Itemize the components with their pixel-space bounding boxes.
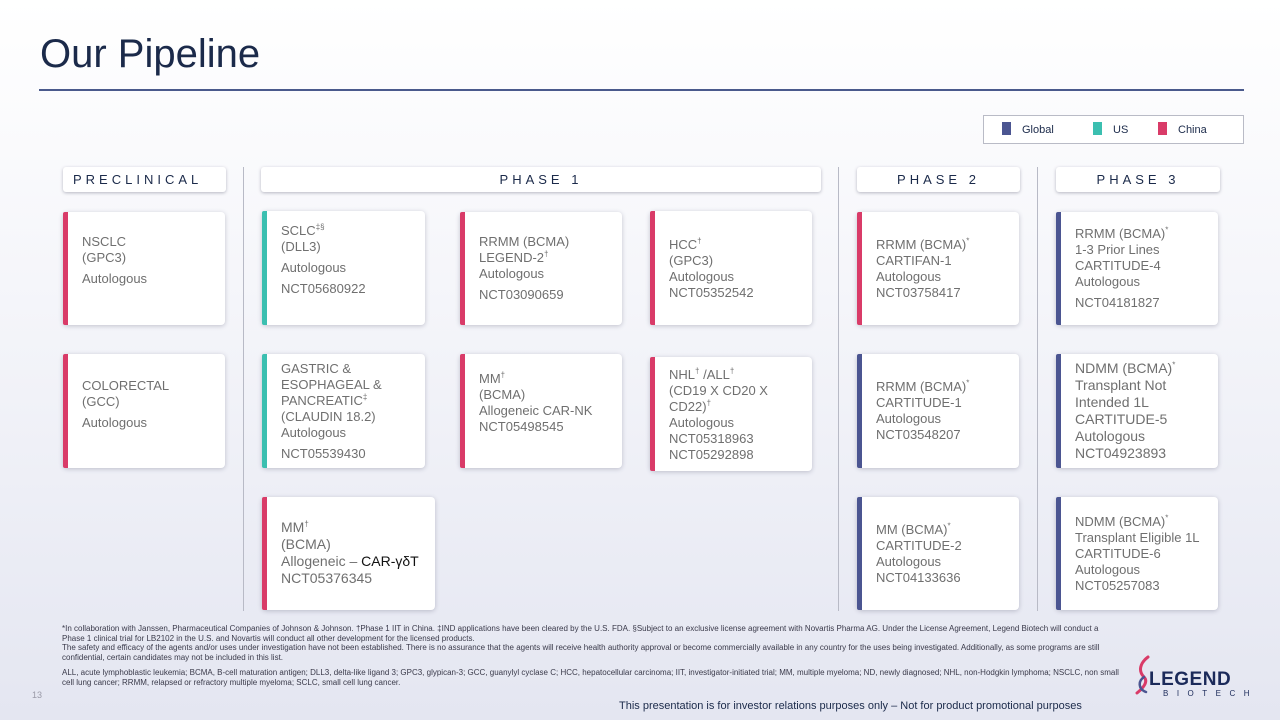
global-region-bar — [1056, 212, 1061, 325]
column-divider — [243, 167, 244, 611]
footnote-mark: † — [697, 236, 702, 246]
trial-name: CARTITUDE-1 — [876, 395, 962, 410]
footnotes — [62, 624, 1122, 687]
footnote-mark: † — [544, 249, 549, 259]
footnote-safety: The safety and efficacy of the agents and/or uses under investigation have not been established. There is no assurance that the agents will receive health authority approval or become commercially available in any country for the uses being investigated. Additionally, as some programs are still confidential, certain candidates may not be included in this list. — [62, 643, 1100, 662]
program-card-sclc[interactable] — [262, 211, 425, 325]
target: (GPC3) — [82, 250, 127, 265]
modality: Allogeneic CAR-NK — [479, 403, 593, 418]
indication: PANCREATIC‡ — [281, 392, 368, 408]
program-card-gastric[interactable] — [262, 354, 425, 468]
legend-label-china: China — [1178, 124, 1207, 136]
trial-id: NCT05539430 — [281, 446, 366, 461]
modality: Autologous — [82, 271, 148, 286]
trial-name: LEGEND-2† — [479, 249, 549, 265]
column-divider — [1037, 167, 1038, 611]
footnote-mark: * — [966, 378, 970, 388]
card-content — [281, 361, 419, 462]
target: CD22)† — [669, 398, 712, 414]
card-content — [1075, 514, 1212, 594]
footnote-mark: ‡§ — [315, 222, 325, 232]
china-region-bar — [460, 354, 465, 468]
indication: SCLC‡§ — [281, 222, 325, 238]
program-card-cartifan1[interactable] — [857, 212, 1019, 325]
header-preclinical: PRECLINICAL — [63, 167, 226, 192]
modality: Autologous — [1075, 562, 1141, 577]
indication: GASTRIC & — [281, 361, 352, 376]
target: (GPC3) — [669, 253, 714, 268]
trial-id: NCT04181827 — [1075, 295, 1160, 310]
trial-name: CARTITUDE-6 — [1075, 546, 1161, 561]
us-swatch — [1093, 122, 1102, 135]
footnote-mark: † — [500, 370, 506, 380]
card-content — [479, 234, 616, 303]
trial-name: CARTIFAN-1 — [876, 253, 952, 268]
program-card-legend2[interactable] — [460, 212, 622, 325]
footnote-mark: * — [1172, 360, 1176, 370]
footnote-mark: * — [1165, 513, 1169, 523]
target: (BCMA) — [281, 536, 331, 552]
trial-id: NCT05680922 — [281, 281, 366, 296]
slide-title: Our Pipeline — [40, 32, 261, 76]
target: (CD19 X CD20 X — [669, 383, 768, 398]
card-content — [876, 379, 1013, 443]
card-content — [876, 522, 1013, 586]
logo-name: LEGEND — [1149, 669, 1232, 690]
program-card-cartitude5[interactable] — [1056, 354, 1218, 468]
header-phase1: PHASE 1 — [261, 167, 821, 192]
program-card-hcc[interactable] — [650, 211, 812, 325]
modality: Autologous — [876, 554, 942, 569]
modality: Autologous — [281, 260, 347, 275]
indication: NDMM (BCMA)* — [1075, 513, 1169, 529]
footnote-abbreviations: ALL, acute lymphoblastic leukemia; BCMA, B-cell maturation antigen; DLL3, delta-like ligand 3; GPC3, glypican-3; GCC, guanylyl cyclase C; HCC, hepatocellular carcinoma; IIT, investigator-initiated trial; MM, multiple myeloma; ND, newly diagnosed; NHL, non-Hodgkin lymphoma; NSCLC, non small cell lung cancer; RRMM, relapsed or refractory multiple myeloma; SCLC, small cell lung cancer. — [62, 668, 1119, 687]
trial-id: NCT05376345 — [281, 570, 373, 586]
indication: COLORECTAL — [82, 378, 170, 393]
global-region-bar — [1056, 354, 1061, 468]
indication: RRMM (BCMA) — [479, 234, 570, 249]
modality: Autologous — [876, 269, 942, 284]
indication: RRMM (BCMA)* — [876, 236, 970, 252]
program-card-nhl[interactable] — [650, 357, 812, 471]
china-region-bar — [857, 212, 862, 325]
legend-label-global: Global — [1022, 124, 1054, 136]
footnote-collaboration: *In collaboration with Janssen, Pharmaceutical Companies of Johnson & Johnson. †Phase 1 IIT in China. ‡IND applications have been cleared by the U.S. FDA. §Subject to an exclusive license agreement with Novartis Pharma AG. Under the License Agreement, Legend Biotech will conduct a Phase 1 clinical trial for LB2102 in the U.S. and Novartis will conduct all other development for the licensed products. — [62, 624, 1099, 643]
program-card-cartitude2[interactable] — [857, 497, 1019, 610]
trial-id: NCT05292898 — [669, 447, 754, 462]
indication: ESOPHAGEAL & — [281, 377, 382, 392]
trial-id: NCT05352542 — [669, 285, 754, 300]
line-of-therapy: Transplant Eligible 1L — [1075, 530, 1200, 545]
card-content — [1075, 360, 1212, 462]
program-card-cartitude4[interactable] — [1056, 212, 1218, 325]
indication: HCC† — [669, 236, 702, 252]
global-region-bar — [857, 354, 862, 468]
indication: MM (BCMA)* — [876, 521, 951, 537]
line-of-therapy: 1-3 Prior Lines — [1075, 242, 1160, 257]
footnote-mark: † — [304, 519, 309, 529]
us-region-bar — [262, 354, 267, 468]
indication: RRMM (BCMA)* — [876, 378, 970, 394]
indication: MM† — [281, 519, 309, 535]
target: (BCMA) — [479, 387, 526, 402]
footnote-mark: † — [695, 366, 700, 376]
trial-id: NCT05257083 — [1075, 578, 1160, 593]
footnote-mark: * — [966, 236, 970, 246]
china-region-bar — [460, 212, 465, 325]
card-content — [281, 519, 429, 587]
modality: Autologous — [669, 269, 735, 284]
card-content — [82, 234, 219, 287]
program-card-colorectal[interactable] — [63, 354, 225, 468]
trial-id: NCT03090659 — [479, 287, 564, 302]
indication: RRMM (BCMA)* — [1075, 225, 1169, 241]
trial-id: NCT03758417 — [876, 285, 961, 300]
trial-name: CARTITUDE-5 — [1075, 411, 1168, 427]
target: (CLAUDIN 18.2) — [281, 409, 376, 424]
trial-id: NCT04133636 — [876, 570, 961, 585]
trial-id: NCT03548207 — [876, 427, 961, 442]
footnote-mark: ‡ — [362, 392, 368, 402]
indication: NHL† /ALL† — [669, 366, 735, 382]
footnote-mark: † — [729, 366, 735, 376]
modality: Autologous — [479, 266, 545, 281]
target: (GCC) — [82, 394, 120, 409]
china-region-bar — [63, 354, 68, 468]
indication: MM† — [479, 370, 506, 386]
global-region-bar — [857, 497, 862, 610]
modality: Allogeneic – CAR-γδT — [281, 553, 419, 569]
global-region-bar — [1056, 497, 1061, 610]
card-content — [669, 367, 806, 463]
target: (DLL3) — [281, 239, 321, 254]
trial-id: NCT04923893 — [1075, 445, 1167, 461]
card-content — [281, 223, 419, 297]
indication: NDMM (BCMA)* — [1075, 360, 1176, 376]
card-content — [479, 371, 616, 435]
china-region-bar — [650, 357, 655, 471]
card-content — [1075, 226, 1212, 311]
legend-label-us: US — [1113, 124, 1129, 136]
program-card-cartitude1[interactable] — [857, 354, 1019, 468]
disclaimer: This presentation is for investor relations purposes only – Not for product promotional purposes — [619, 700, 1082, 712]
global-swatch — [1002, 122, 1011, 135]
card-content — [82, 378, 219, 431]
legend-biotech-logo — [1134, 655, 1259, 700]
trial-name: CARTITUDE-4 — [1075, 258, 1161, 273]
card-content — [669, 237, 806, 301]
program-card-cartitude6[interactable] — [1056, 497, 1218, 610]
indication: NSCLC — [82, 234, 127, 249]
column-divider — [838, 167, 839, 611]
program-card-mm-nk[interactable] — [460, 354, 622, 468]
header-phase2: PHASE 2 — [857, 167, 1020, 192]
modality: Autologous — [82, 415, 148, 430]
trial-id: NCT05318963 — [669, 431, 754, 446]
line-of-therapy: Intended 1L — [1075, 394, 1149, 410]
card-content — [876, 237, 1013, 301]
modality: Autologous — [1075, 428, 1146, 444]
modality: Autologous — [1075, 274, 1141, 289]
china-region-bar — [650, 211, 655, 325]
footnote-mark: * — [947, 521, 951, 531]
china-swatch — [1158, 122, 1167, 135]
header-phase3: PHASE 3 — [1056, 167, 1220, 192]
us-region-bar — [262, 211, 267, 325]
program-card-mm-gdt[interactable] — [262, 497, 435, 610]
china-region-bar — [63, 212, 68, 325]
region-legend — [983, 115, 1244, 144]
title-divider — [39, 89, 1244, 91]
footnote-mark: * — [1165, 225, 1169, 235]
modality: Autologous — [876, 411, 942, 426]
modality: Autologous — [669, 415, 735, 430]
program-card-nsclc[interactable] — [63, 212, 225, 325]
line-of-therapy: Transplant Not — [1075, 377, 1167, 393]
modality: Autologous — [281, 425, 347, 440]
china-region-bar — [262, 497, 267, 610]
footnote-mark: † — [706, 398, 712, 408]
trial-name: CARTITUDE-2 — [876, 538, 962, 553]
trial-id: NCT05498545 — [479, 419, 564, 434]
logo-subtitle: BIOTECH — [1163, 689, 1259, 698]
page-number: 13 — [32, 690, 43, 700]
